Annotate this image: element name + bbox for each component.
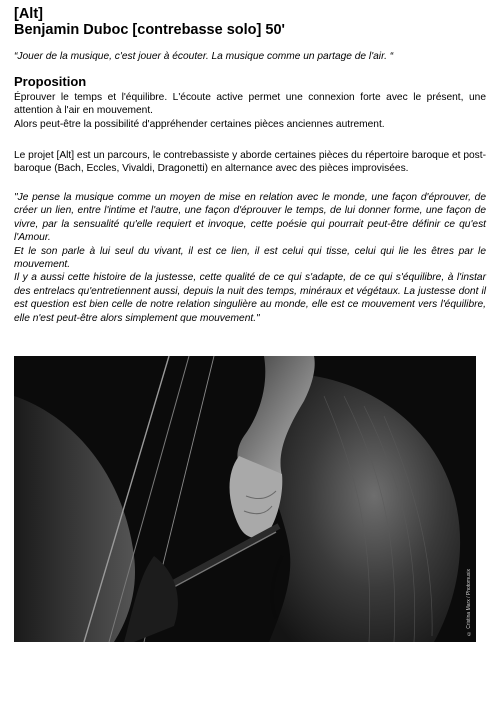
paragraph-project: Le projet [Alt] est un parcours, le contrebassiste y aborde certaines pièces du répertoire baroque et post-baroque (Bach, Eccles, Vivaldi, Dragonetti) en alternance avec des pièces improvisées. (14, 150, 486, 175)
title-line-2: Benjamin Duboc [contrebasse solo] 50' (14, 22, 285, 38)
artist-quote-part-2: Et le son parle à lui seul du vivant, il est ce lien, il est celui qui tisse, celui qui lie les êtres par le mouvement. (14, 245, 486, 271)
document-title (14, 6, 285, 38)
artist-quote-part-1: "Je pense la musique comme un moyen de mise en relation avec le monde, une façon d'éprouver, de créer un lien, entre l'intime et l'autre, une façon d'éprouver le temps, de lui donner forme, une façon de vivre, par la sensualité qu'elle requiert et invoque, cette poésie qui pourrait peut-être définir ce qu'est l'Amour. (14, 192, 486, 244)
artist-quote-part-3: Il y a aussi cette histoire de la justesse, cette qualité de ce qui s'adapte, de ce qui s'équilibre, à l'instar des entrelacs qu'entretiennent aussi, depuis la nuit des temps, minéraux et végétaux. La justesse dont il est question est bien celle de notre relation singulière au monde, elle est ce mouvement vers l'équilibre, elle n'est peut-être alors simplement que mouvement." (14, 272, 486, 324)
photo-credit: © Cristina Marx / Photomusix (466, 568, 472, 636)
paragraph-intro (14, 91, 486, 131)
title-line-1: [Alt] (14, 6, 43, 22)
epigraph-quote: “Jouer de la musique, c'est jouer à écouter. La musique comme un partage de l'air. “ (14, 51, 394, 62)
paragraph-intro-line-1: Éprouver le temps et l'équilibre. L'écoute active permet une connexion forte avec le présent, une attention à l'air en mouvement. (14, 92, 486, 117)
section-heading: Proposition (14, 74, 87, 89)
photo-illustration (14, 356, 476, 642)
artist-quote (14, 191, 486, 325)
double-bass-photo (14, 356, 476, 642)
paragraph-intro-line-2: Alors peut-être la possibilité d'appréhender certaines pièces anciennes autrement. (14, 118, 385, 130)
